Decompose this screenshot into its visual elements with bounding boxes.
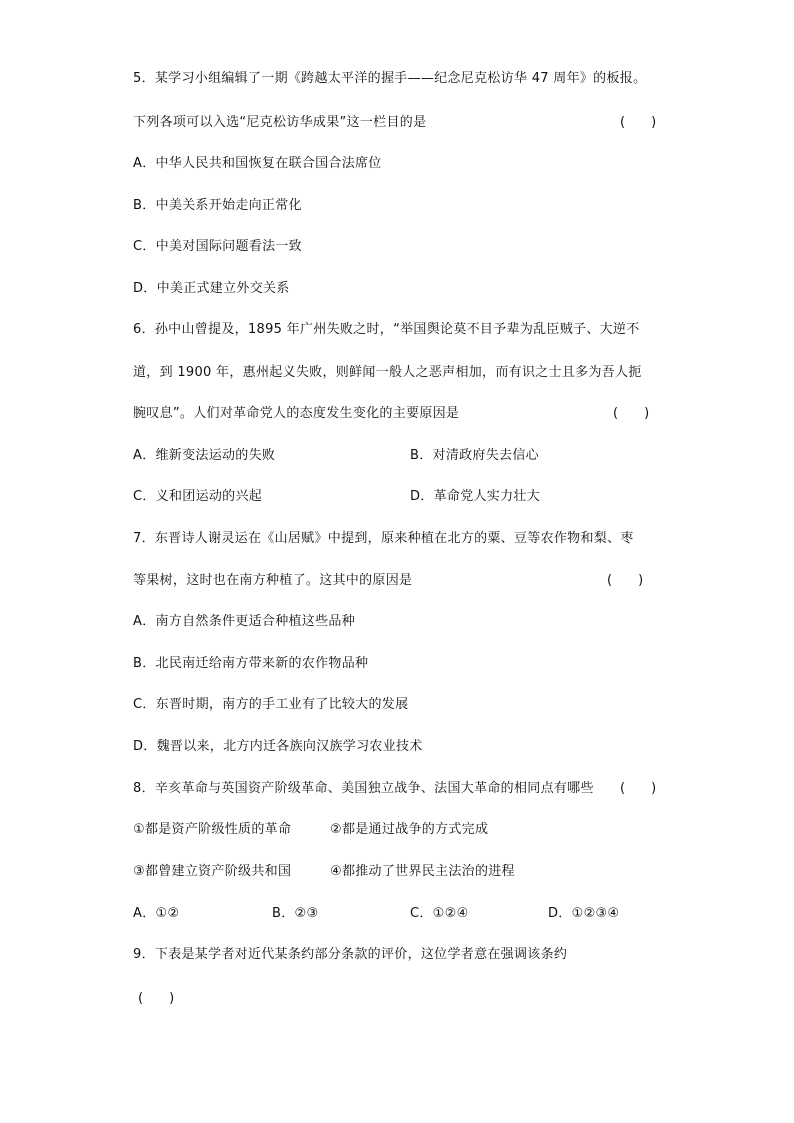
q5-option-d: D．中美正式建立外交关系 [133,281,290,296]
q8-option-a: A．①② [133,906,180,921]
q6-stem-line-3: 腕叹息”。人们对革命党人的态度发生变化的主要原因是 [133,406,460,421]
q5-option-b: B．中美关系开始走向正常化 [133,198,302,213]
q6-option-c: C．义和团运动的兴起 [133,489,263,504]
q6-option-b: B．对清政府失去信心 [410,448,539,463]
q9-answer-bracket: ( ) [138,991,175,1006]
q8-statement-3: ③都曾建立资产阶级共和国 [133,864,292,879]
q7-option-b: B．北民南迁给南方带来新的农作物品种 [133,656,369,671]
q6-stem-line-2: 道，到 1900 年，惠州起义失败，则鲜闻一般人之恶声相加，而有识之士且多为吾人扼 [133,365,642,380]
q7-option-d: D．魏晋以来，北方内迁各族向汉族学习农业技术 [133,739,423,754]
q6-option-a: A．维新变法运动的失败 [133,448,276,463]
q7-stem-line-2: 等果树，这时也在南方种植了。这其中的原因是 [133,573,413,588]
q5-stem-line-2: 下列各项可以入选“尼克松访华成果”这一栏目的是 [133,115,427,130]
q7-option-a: A．南方自然条件更适合种植这些品种 [133,614,355,629]
q9-stem-line-1: 9．下表是某学者对近代某条约部分条款的评价，这位学者意在强调该条约 [133,947,568,962]
q8-statement-4: ④都推动了世界民主法治的进程 [330,864,515,879]
q5-stem-line-1: 5．某学习小组编辑了一期《跨越太平洋的握手——纪念尼克松访华 47 周年》的板报。 [133,71,647,86]
q5-option-a: A．中华人民共和国恢复在联合国合法席位 [133,156,382,171]
q6-option-d: D．革命党人实力壮大 [410,489,541,504]
q8-answer-bracket: ( ) [620,781,657,796]
q5-answer-bracket: ( ) [620,115,657,130]
q8-option-d: D．①②③④ [548,906,620,921]
q8-statement-1: ①都是资产阶级性质的革命 [133,822,292,837]
q6-answer-bracket: ( ) [613,406,650,421]
q5-option-c: C．中美对国际问题看法一致 [133,239,302,254]
q8-option-c: C．①②④ [410,906,469,921]
q8-stem-line-1: 8．辛亥革命与英国资产阶级革命、美国独立战争、法国大革命的相同点有哪些 [133,781,594,796]
q7-stem-line-1: 7．东晋诗人谢灵运在《山居赋》中提到，原来种植在北方的粟、豆等农作物和梨、枣 [133,531,634,546]
q6-stem-line-1: 6．孙中山曾提及，1895 年广州失败之时，“举国舆论莫不目予辈为乱臣贼子、大逆不 [133,322,640,337]
q7-answer-bracket: ( ) [607,573,644,588]
q8-option-b: B．②③ [272,906,319,921]
q7-option-c: C．东晋时期，南方的手工业有了比较大的发展 [133,697,409,712]
q8-statement-2: ②都是通过战争的方式完成 [330,822,489,837]
